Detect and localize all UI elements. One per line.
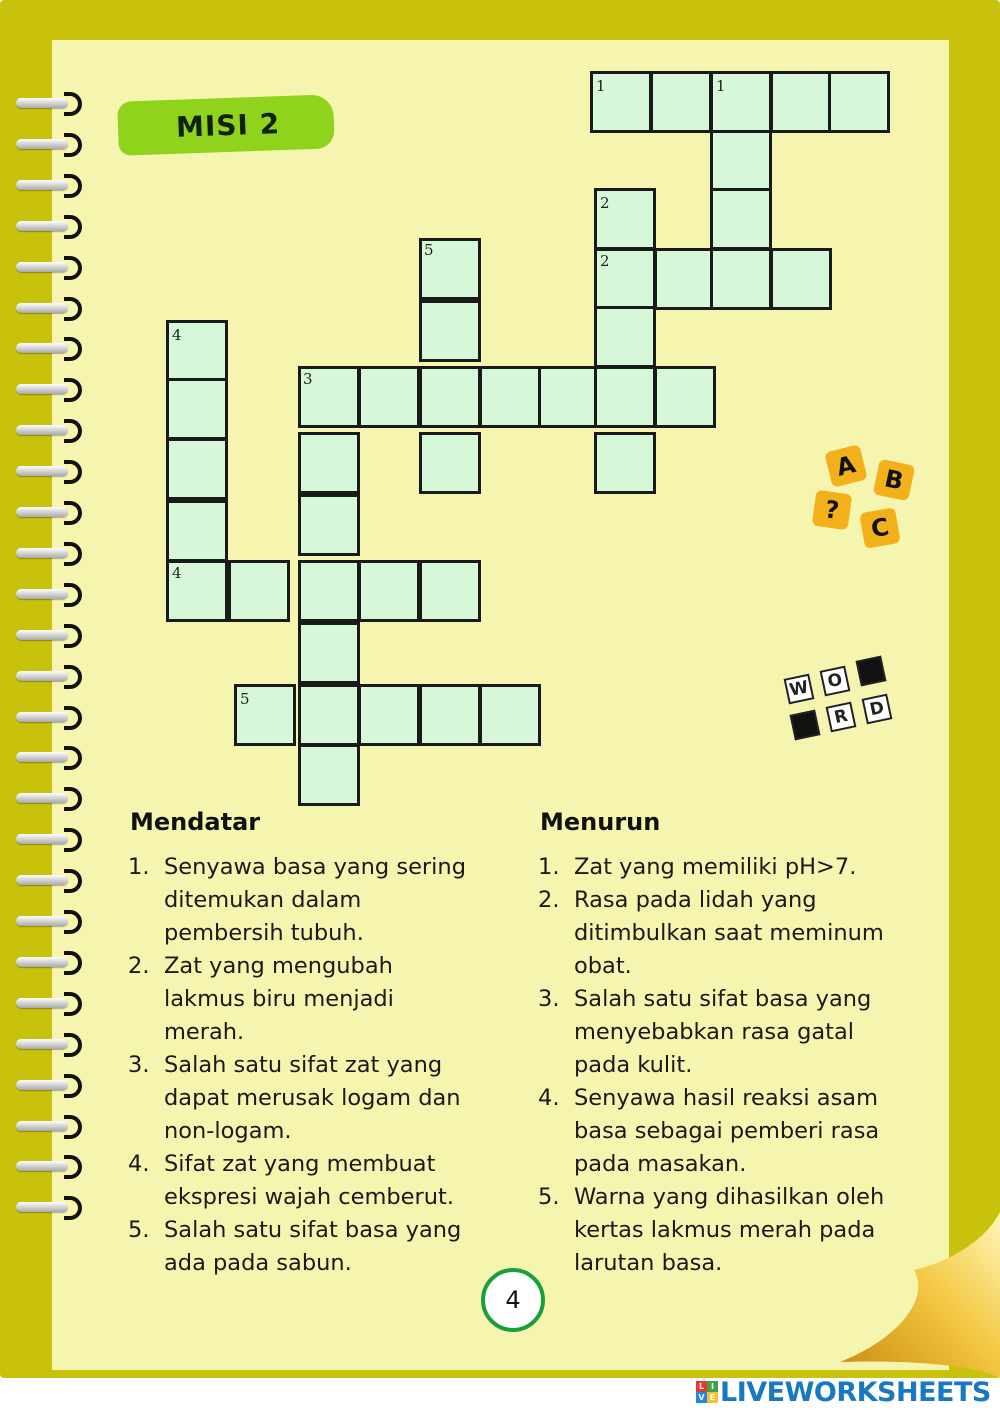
crossword-cell[interactable] (166, 438, 228, 500)
spiral-ring (16, 92, 86, 114)
crossword-cell[interactable] (298, 744, 360, 806)
spiral-ring (16, 992, 86, 1014)
clue-item (538, 983, 938, 1082)
letter-tile: C (859, 507, 901, 549)
clue-item-text: Salah satu sifat basa yang menyebabkan rasa gatal pada kulit. (574, 986, 872, 1078)
clue-item (128, 1214, 508, 1280)
logo-square: L (696, 1381, 707, 1392)
clue-item (128, 1049, 508, 1148)
crossword-cell[interactable] (298, 560, 360, 622)
word-tile: O (820, 666, 851, 697)
clue-item-text: Senyawa basa yang sering ditemukan dalam pembersih tubuh. (164, 854, 466, 946)
logo-square: V (696, 1392, 707, 1403)
clue-item-number: 2. (128, 953, 150, 979)
clue-item-number: 4. (538, 1085, 560, 1111)
clue-item (128, 1148, 508, 1214)
mission-title: MISI 2 (175, 106, 281, 144)
clue-number: 1 (716, 77, 726, 95)
word-tile: R (826, 702, 857, 733)
liveworksheets-logo-icon (696, 1381, 718, 1403)
spiral-ring (16, 419, 86, 441)
letter-tile: B (873, 459, 916, 502)
spiral-ring (16, 583, 86, 605)
spiral-ring (16, 256, 86, 278)
clue-number: 4 (172, 326, 182, 344)
crossword-cell[interactable] (298, 494, 360, 556)
letter-tile: A (824, 444, 868, 488)
page-curl (800, 1212, 1000, 1392)
letter-tile: ? (812, 490, 853, 531)
clue-number: 5 (240, 690, 250, 708)
spiral-ring (16, 1155, 86, 1177)
crossword-cell[interactable] (298, 432, 360, 494)
clue-item (538, 1082, 938, 1181)
spiral-ring (16, 706, 86, 728)
crossword-cell[interactable] (710, 188, 772, 250)
clue-item-text: Sifat zat yang membuat ekspresi wajah cemberut. (164, 1151, 454, 1210)
word-tile: W (784, 674, 815, 705)
crossword-cell[interactable] (166, 378, 228, 440)
spiral-ring (16, 746, 86, 768)
crossword-cell[interactable] (594, 306, 656, 368)
crossword-cell[interactable] (828, 71, 890, 133)
crossword-cell[interactable] (358, 366, 420, 428)
crossword-cell[interactable] (710, 248, 772, 310)
spiral-ring (16, 1033, 86, 1055)
clue-number: 1 (596, 77, 606, 95)
mission-badge (117, 94, 335, 156)
footer-brand[interactable] (696, 1378, 991, 1406)
clue-item-number: 4. (128, 1151, 150, 1177)
crossword-cell[interactable] (166, 500, 228, 562)
spiral-ring (16, 1115, 86, 1137)
spiral-ring (16, 910, 86, 932)
word-tile: D (862, 694, 893, 725)
crossword-cell[interactable] (594, 432, 656, 494)
spiral-ring (16, 337, 86, 359)
spiral-ring (16, 1074, 86, 1096)
crossword-cell[interactable] (479, 366, 541, 428)
spiral-ring (16, 951, 86, 973)
crossword-cell[interactable] (419, 432, 481, 494)
down-heading: Menurun (540, 808, 661, 836)
crossword-cell[interactable] (594, 366, 656, 428)
clue-item (538, 884, 938, 983)
spiral-ring (16, 460, 86, 482)
crossword-cell[interactable] (419, 560, 481, 622)
logo-square: I (707, 1381, 718, 1392)
clue-item-text: Zat yang memiliki pH>7. (574, 854, 857, 880)
across-clues (128, 851, 508, 1280)
crossword-cell[interactable] (654, 366, 716, 428)
crossword-cell[interactable] (650, 71, 712, 133)
clue-number: 3 (303, 370, 313, 388)
crossword-cell[interactable] (298, 622, 360, 684)
spiral-ring (16, 665, 86, 687)
spiral-ring (16, 215, 86, 237)
crossword-cell[interactable] (479, 684, 541, 746)
clue-number: 2 (600, 194, 610, 212)
clue-item-number: 3. (538, 986, 560, 1012)
clue-number: 2 (600, 252, 610, 270)
crossword-cell[interactable] (228, 560, 290, 622)
crossword-cell[interactable] (358, 684, 420, 746)
crossword-cell[interactable] (298, 684, 360, 746)
spiral-ring (16, 297, 86, 319)
crossword-cell[interactable] (419, 684, 481, 746)
clue-item (128, 851, 508, 950)
spiral-ring (16, 501, 86, 523)
word-tile (856, 656, 887, 687)
clue-item-number: 1. (128, 854, 150, 880)
spiral-ring (16, 624, 86, 646)
clue-item-text: Rasa pada lidah yang ditimbulkan saat meminum obat. (574, 887, 884, 979)
clue-item-number: 2. (538, 887, 560, 913)
clue-item (538, 851, 938, 884)
clue-item-number: 3. (128, 1052, 150, 1078)
clue-item-number: 1. (538, 854, 560, 880)
clue-item-number: 5. (128, 1217, 150, 1243)
clue-number: 4 (172, 564, 182, 582)
spiral-ring (16, 542, 86, 564)
logo-square: E (707, 1392, 718, 1403)
word-tile (790, 710, 821, 741)
clue-item-text: Zat yang mengubah lakmus biru menjadi merah. (164, 953, 394, 1045)
clue-item-text: Senyawa hasil reaksi asam basa sebagai pemberi rasa pada masakan. (574, 1085, 880, 1177)
crossword-cell[interactable] (419, 366, 481, 428)
page-number: 4 (481, 1268, 545, 1332)
crossword-cell[interactable] (654, 248, 716, 310)
spiral-ring (16, 828, 86, 850)
spiral-ring (16, 1196, 86, 1218)
crossword-cell[interactable] (770, 248, 832, 310)
crossword-cell[interactable] (358, 560, 420, 622)
clue-item-text: Salah satu sifat zat yang dapat merusak logam dan non-logam. (164, 1052, 461, 1144)
clue-number: 5 (424, 241, 434, 259)
spiral-ring (16, 787, 86, 809)
spiral-ring (16, 133, 86, 155)
crossword-cell[interactable] (770, 71, 832, 133)
clue-item (128, 950, 508, 1049)
crossword-cell[interactable] (538, 366, 600, 428)
crossword-cell[interactable] (419, 300, 481, 362)
footer-brand-text: LIVEWORKSHEETS (720, 1376, 991, 1408)
spiral-ring (16, 174, 86, 196)
crossword-cell[interactable] (710, 130, 772, 192)
clue-item-text: Salah satu sifat basa yang ada pada sabun. (164, 1217, 462, 1276)
across-heading: Mendatar (130, 808, 261, 836)
clue-item-text: Warna yang dihasilkan oleh kertas lakmus merah pada larutan basa. (574, 1184, 885, 1276)
spiral-ring (16, 378, 86, 400)
clue-item-number: 5. (538, 1184, 560, 1210)
spiral-ring (16, 869, 86, 891)
